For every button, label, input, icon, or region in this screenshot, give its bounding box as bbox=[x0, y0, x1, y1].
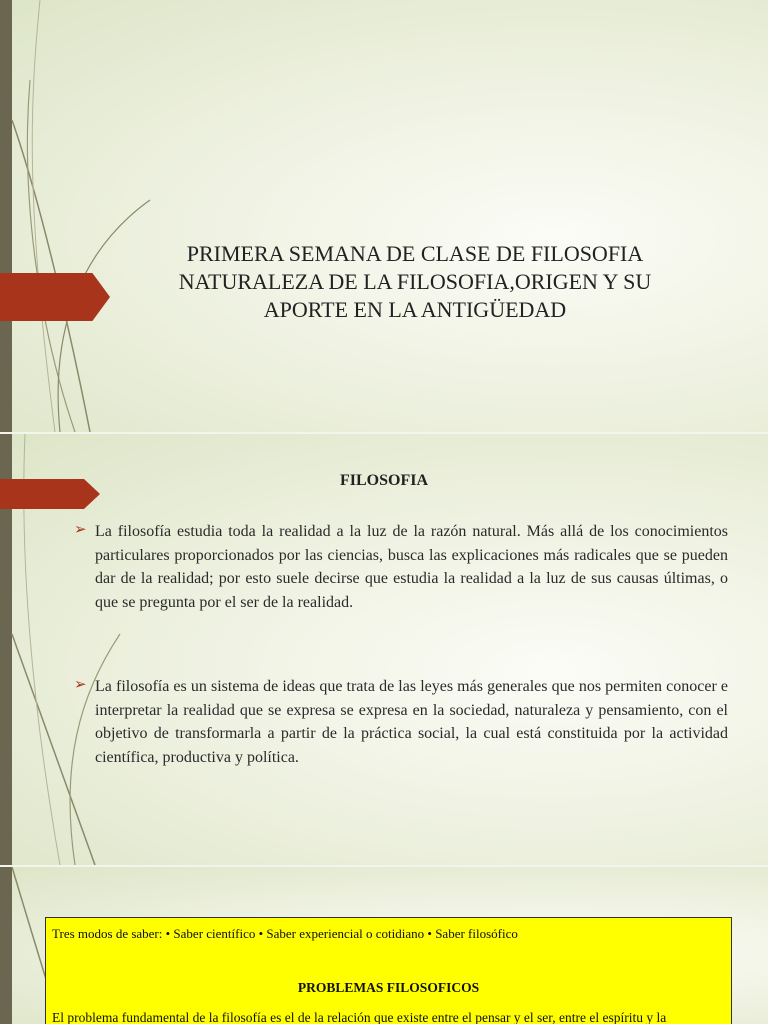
left-bar bbox=[0, 0, 12, 432]
box-heading: PROBLEMAS FILOSOFICOS bbox=[297, 980, 480, 995]
arrow-bullet-icon: ➢ bbox=[74, 677, 87, 693]
left-bar bbox=[0, 867, 12, 1024]
title-line-2: NATURALEZA DE LA FILOSOFIA,ORIGEN Y SU bbox=[178, 269, 652, 294]
box-body: El problema fundamental de la filosofía es el de la relación que existe entre el pensar y el ser, entre el espíritu y la bbox=[52, 1010, 667, 1024]
title-line-3: APORTE EN LA ANTIGÜEDAD bbox=[263, 297, 567, 322]
bullet-item bbox=[74, 520, 728, 614]
slide-modos-de-saber bbox=[0, 867, 768, 1024]
arrow-bullet-icon: ➢ bbox=[74, 522, 87, 538]
slide-title bbox=[0, 0, 768, 432]
highlight-box bbox=[45, 917, 732, 1024]
slide-heading: FILOSOFIA bbox=[339, 472, 428, 489]
modes-of-knowing: Tres modos de saber: • Saber científico • Saber experiencial o cotidiano • Saber filosófico bbox=[52, 926, 518, 941]
slide-filosofia bbox=[0, 434, 768, 865]
slide-title-text bbox=[140, 240, 690, 324]
bullet-item bbox=[74, 675, 728, 769]
bullet-text: La filosofía estudia toda la realidad a la luz de la razón natural. Más allá de los conocimientos particulares proporcionados por las ciencias, busca las explicaciones más radicales que se pueden dar de la realidad; por esto suele decirse que estudia la realidad a la luz de sus causas últimas, o que se pregunta por el ser de la realidad. bbox=[95, 523, 728, 611]
bullet-text: La filosofía es un sistema de ideas que trata de las leyes más generales que nos permiten conocer e interpretar la realidad que se expresa se expresa en la sociedad, naturaleza y pensamiento, con el objetivo de transformarla a partir de la práctica social, la cual está constituida por la actividad científica, productiva y política. bbox=[95, 678, 728, 766]
decorative-swoosh bbox=[0, 0, 220, 432]
accent-arrow bbox=[0, 273, 110, 321]
title-line-1: PRIMERA SEMANA DE CLASE DE FILOSOFIA bbox=[186, 241, 644, 266]
